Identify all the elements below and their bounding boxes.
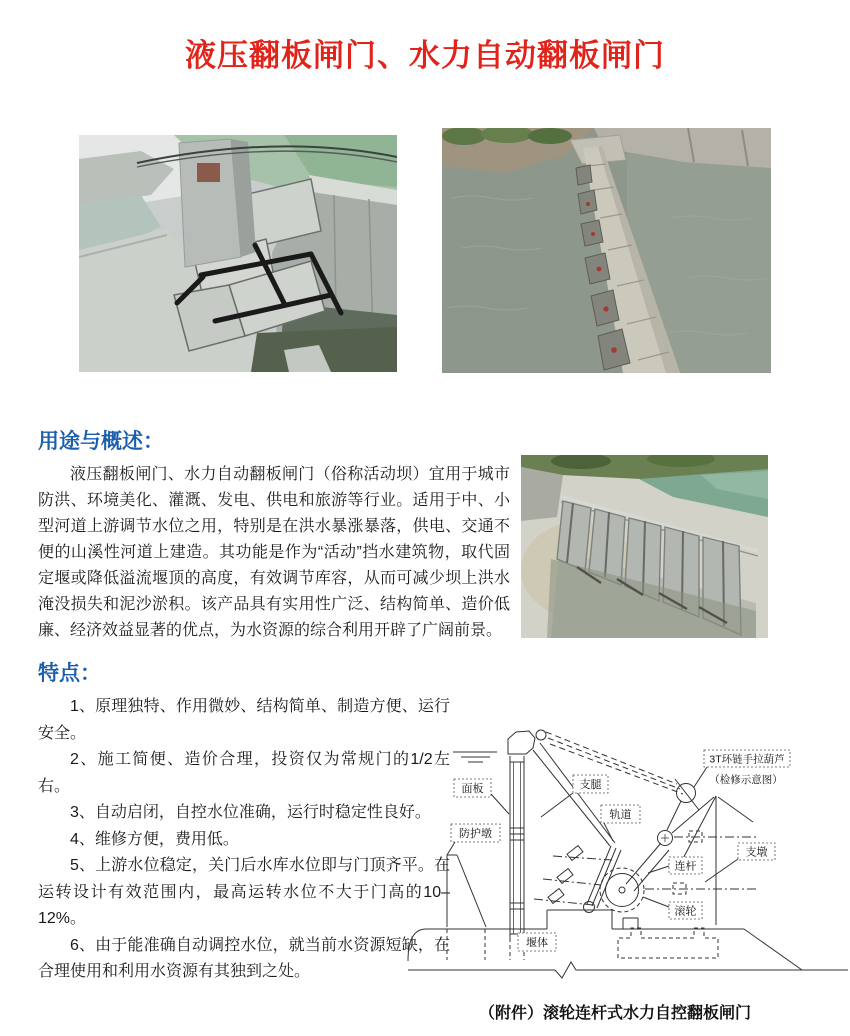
roller-drawing: [600, 868, 644, 912]
feature-item: 4、维修方便，费用低。: [70, 830, 239, 848]
label-connecting-rod: 连杆: [674, 860, 697, 873]
label-roller: 滚轮: [674, 905, 697, 918]
photo-gate-mechanism-image: [79, 135, 397, 372]
label-panel: 面板: [461, 783, 484, 795]
weir-body-drawing: [408, 928, 848, 978]
water-level-icon: [453, 752, 497, 762]
overview-body: [38, 462, 510, 644]
anchor-marks-drawing: [534, 846, 612, 905]
photo-dam-lowered-image: [442, 128, 771, 373]
label-weir-body: 堰体: [526, 937, 548, 949]
guard-pier-drawing: [447, 855, 486, 927]
label-support-leg: 支腿: [579, 779, 602, 791]
feature-item: 3、自动启闭，自控水位准确，运行时稳定性良好。: [70, 804, 431, 821]
label-track: 轨道: [609, 809, 632, 821]
flap-gate-schematic: [405, 698, 850, 988]
photo-dam-raised: [521, 455, 768, 638]
photo-dam-lowered: [442, 128, 771, 373]
overview-heading: 用途与概述：: [38, 430, 164, 453]
diagram-labels: [447, 750, 790, 951]
carriage-base-drawing: [547, 910, 638, 929]
diagram-caption: （附件）滚轮连杆式水力自控翻板闸门: [478, 1005, 751, 1022]
features-list: [38, 694, 450, 986]
feature-item: 6、由于能准确自动调控水位，就当前水资源短缺，在合理使用和利用水资源有其独到之处。: [38, 936, 450, 980]
page-title: 液压翻板闸门、水力自动翻板闸门: [185, 38, 665, 73]
label-support-pier: 支墩: [745, 846, 768, 859]
label-guard-pier: 防护墩: [459, 828, 492, 840]
photo-dam-raised-image: [521, 455, 768, 638]
label-hoist: 3T环链手拉葫芦: [709, 753, 785, 766]
overview-paragraph: 液压翻板闸门、水力自动翻板闸门（俗称活动坝）宜用于城市防洪、环境美化、灌溉、发电、供电和旅游等行业。适用于中、小型河道上游调节水位之用，特别是在洪水暴涨暴落，供电、交通不便的山溪性河道上建造。其功能是作为“活动”挡水建筑物，取代固定堰或降低溢流堰顶的高度，有效调节库容，从而可减少坝上洪水淹没损失和泥沙淤积。该产品具有实用性广泛、结构简单、造价低廉、经济效益显著的优点，为水资源的综合利用开辟了广阔前景。: [38, 466, 510, 639]
support-leg-drawing: [533, 743, 615, 846]
feature-item: 5、上游水位稳定，关门后水库水位即与门顶齐平。在运转设计有效范围内，最高运转水位不大于门高的10–12%。: [38, 857, 450, 927]
features-heading: 特点：: [38, 662, 101, 685]
feature-item: 1、原理独特、作用微妙、结构简单、制造方便、运行安全。: [38, 698, 450, 742]
technical-diagram: [405, 698, 850, 988]
label-hoist-note: （检修示意图）: [709, 774, 783, 786]
hoist-chain-drawing: [546, 732, 683, 794]
feature-item: 2、施工简便、造价合理，投资仅为常规门的1/2左右。: [38, 751, 450, 795]
photo-gate-mechanism: [79, 135, 397, 372]
gate-panel-drawing: [508, 730, 546, 938]
